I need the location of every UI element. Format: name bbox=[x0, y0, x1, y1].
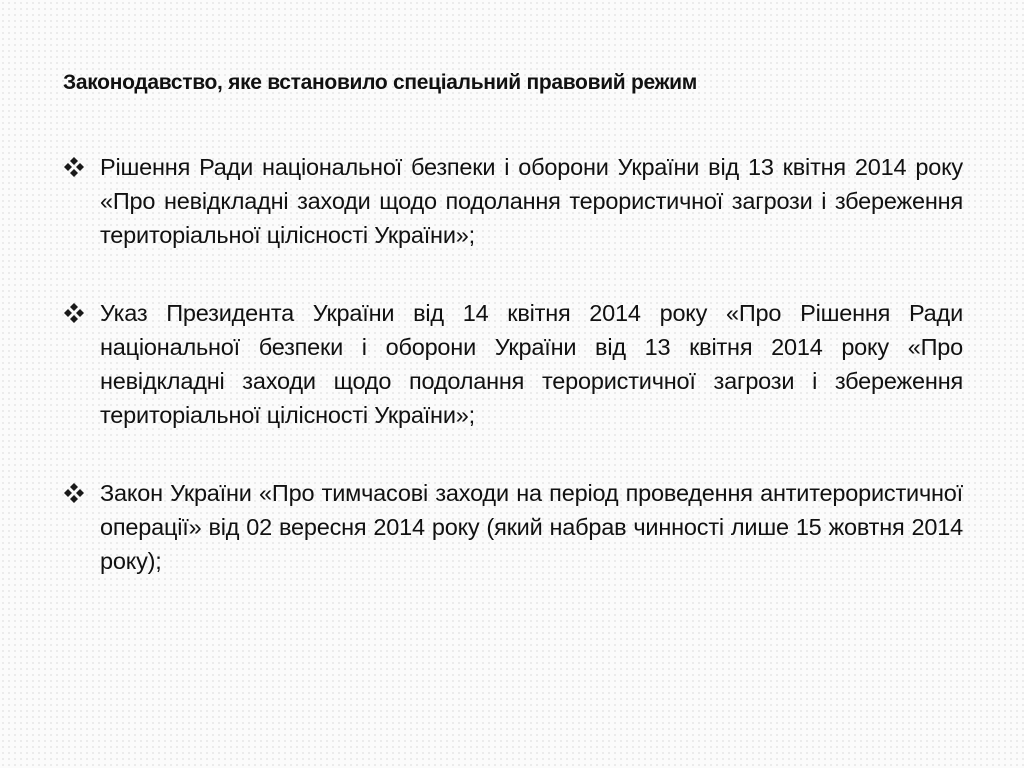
list-item bbox=[63, 150, 963, 252]
list-item bbox=[63, 476, 963, 578]
four-diamond-bullet-icon bbox=[63, 150, 100, 184]
legislation-list bbox=[63, 150, 963, 622]
four-diamond-bullet-icon bbox=[63, 296, 100, 330]
slide-title: Законодавство, яке встановило спеціальний правовий режим bbox=[63, 71, 698, 94]
list-item-text: Закон України «Про тимчасові заходи на період проведення антитерористичної операції» від 02 вересня 2014 року (який набрав чинності лише 15 жовтня 2014 року); bbox=[100, 480, 963, 574]
list-item-text: Указ Президента України від 14 квітня 2014 року «Про Рішення Ради національної безпеки і оборони України від 13 квітня 2014 року «Про невідкладні заходи щодо подолання терористичної загрози і збереження територіальної цілісності України»; bbox=[100, 300, 963, 428]
list-item bbox=[63, 296, 963, 432]
list-item-text: Рішення Ради національної безпеки і оборони України від 13 квітня 2014 року «Про невідкладні заходи щодо подолання терористичної загрози і збереження територіальної цілісності України»; bbox=[100, 154, 963, 248]
four-diamond-bullet-icon bbox=[63, 476, 100, 510]
